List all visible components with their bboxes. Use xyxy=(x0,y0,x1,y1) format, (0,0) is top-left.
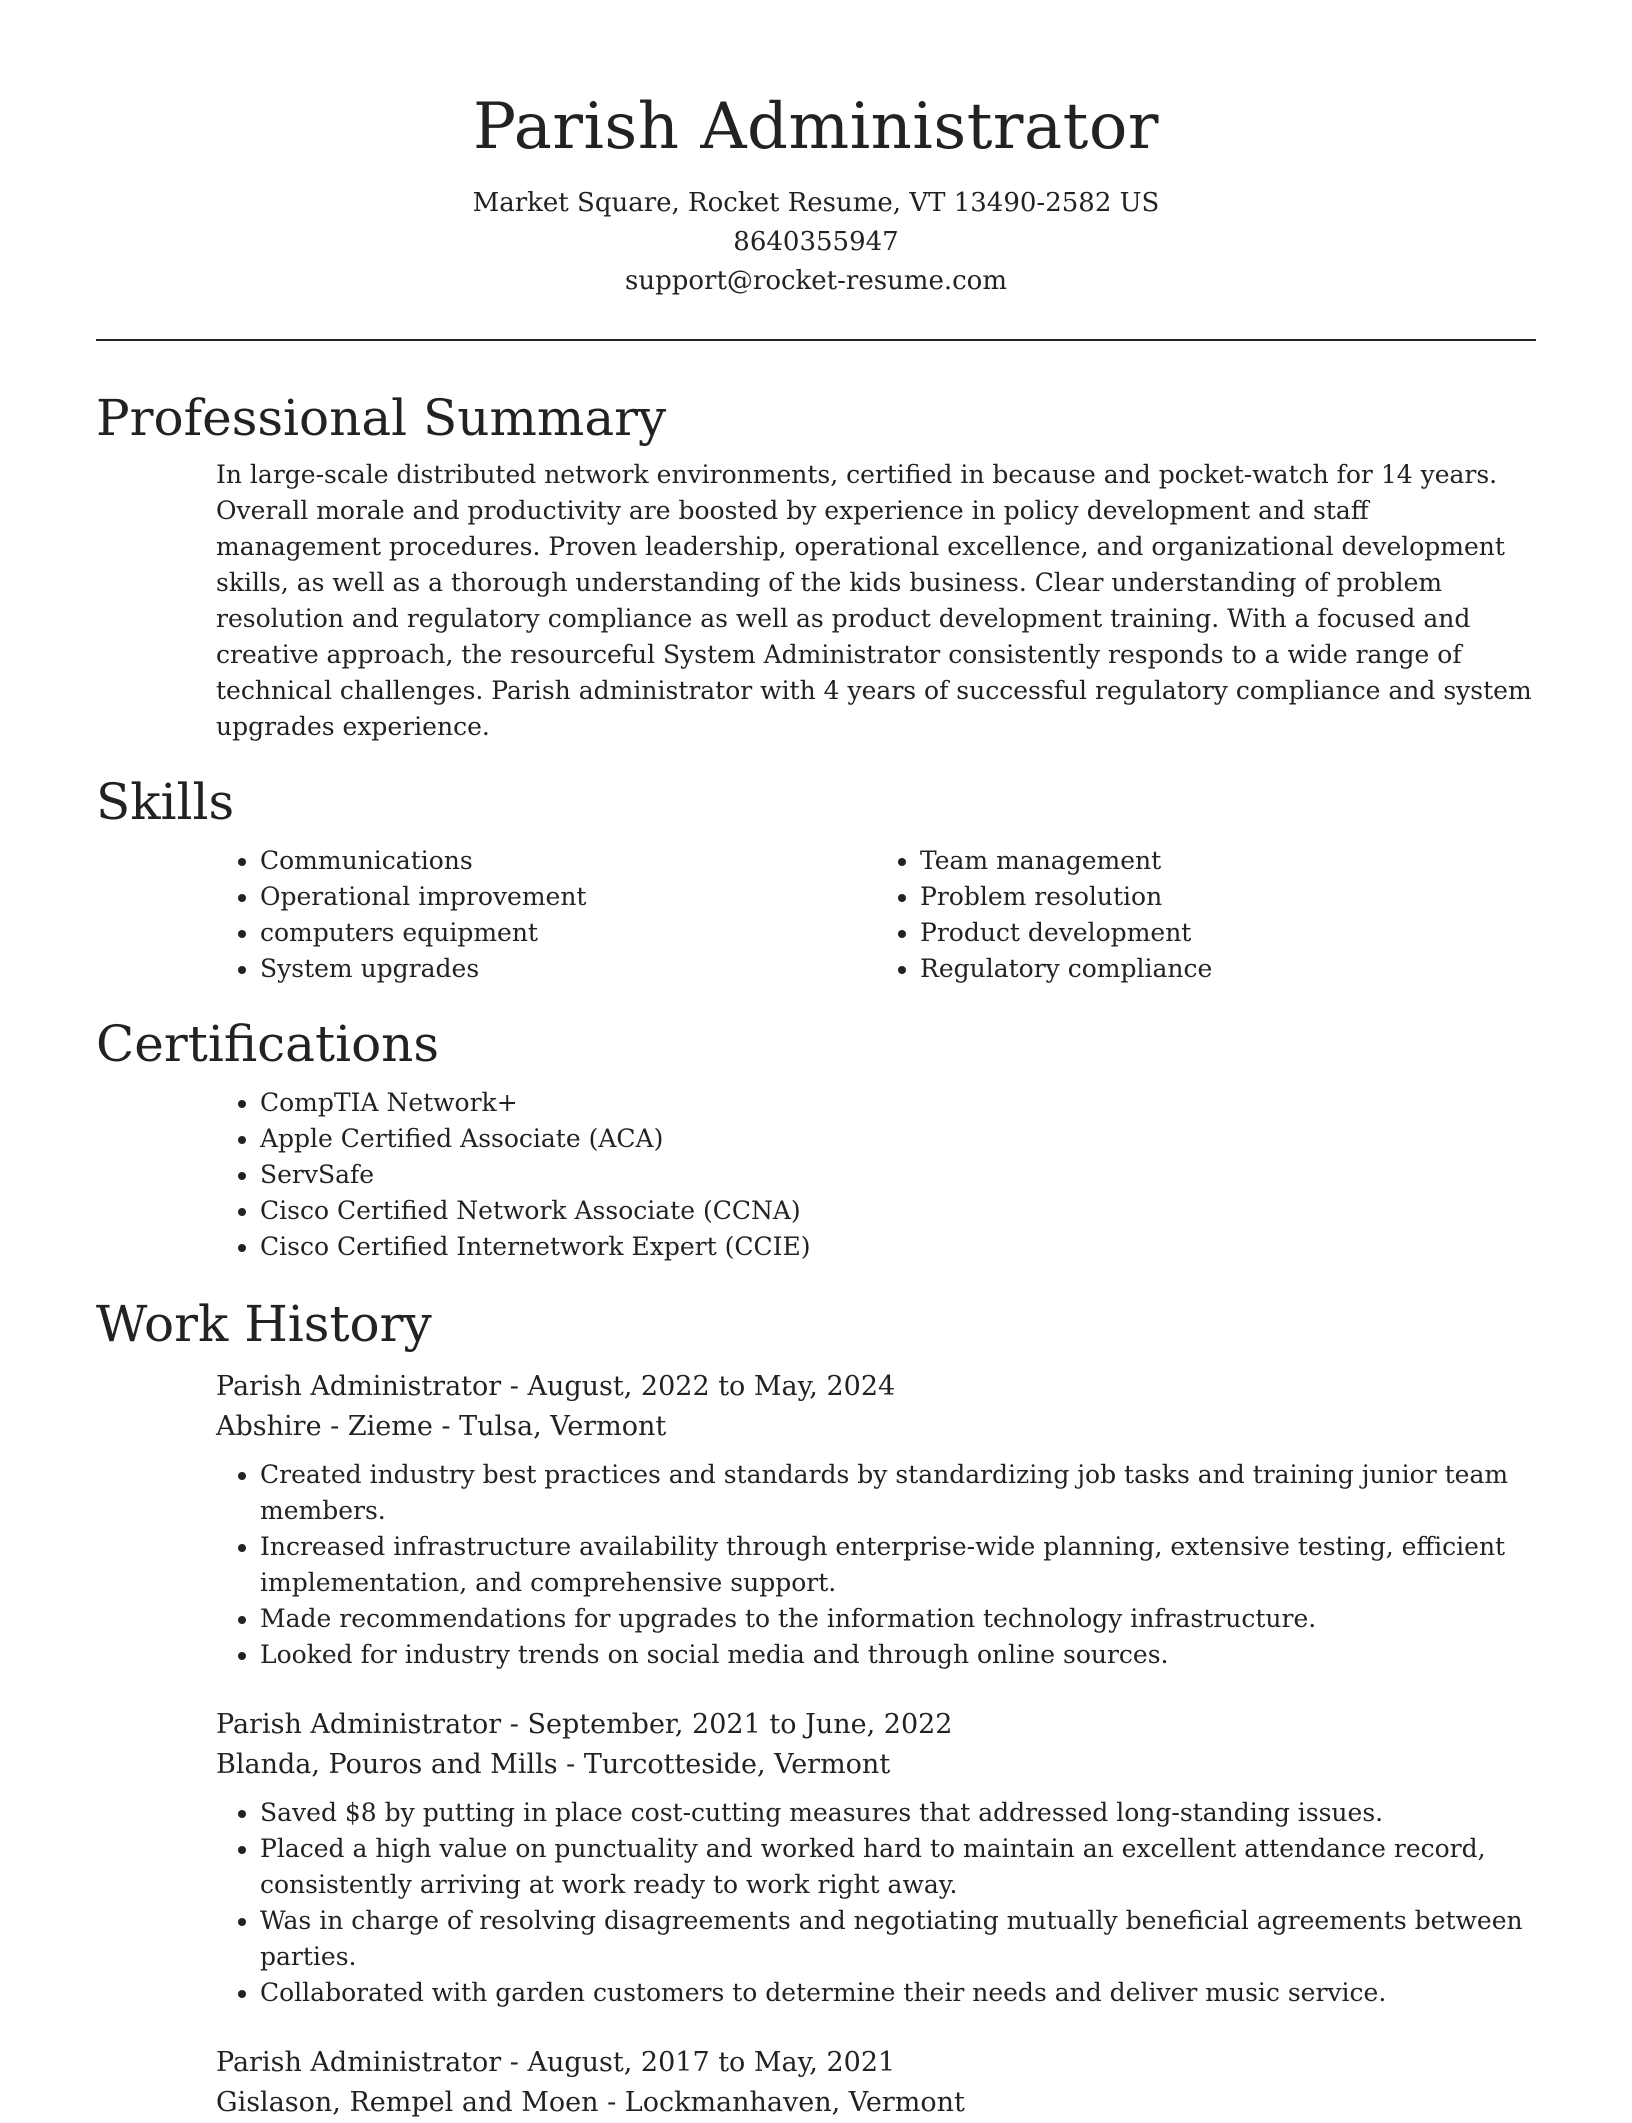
section-title-work-history: Work History xyxy=(96,1295,432,1353)
job-bullet: • Saved $8 by putting in place cost-cutting measures that addressed long-standing issues. xyxy=(260,1795,1536,1831)
phone: 8640355947 xyxy=(733,227,899,257)
contact-block xyxy=(96,184,1536,301)
job-bullet: • Looked for industry trends on social media and through online sources. xyxy=(260,1637,1536,1673)
job-title-line: Parish Administrator - September, 2021 to June, 2022 xyxy=(216,1709,953,1740)
certification-item: • Apple Certified Associate (ACA) xyxy=(260,1121,1536,1157)
certifications-section xyxy=(96,1009,1536,1265)
skill-item: • Regulatory compliance xyxy=(920,951,1536,987)
job-title: Parish Administrator xyxy=(216,1371,502,1402)
address: Market Square, Rocket Resume, VT 13490-2582 US xyxy=(472,188,1160,218)
candidate-name: Parish Administrator xyxy=(473,90,1159,164)
job-location: Lockmanhaven, Vermont xyxy=(624,2087,965,2118)
job-dates: August, 2022 to May, 2024 xyxy=(527,1371,896,1402)
section-title-summary: Professional Summary xyxy=(96,389,667,447)
job-entry xyxy=(96,1705,1536,2011)
skill-item: • computers equipment xyxy=(260,915,876,951)
skills-column-left xyxy=(216,843,876,987)
job-bullet: • Collaborated with garden customers to determine their needs and deliver music service. xyxy=(260,1975,1536,2011)
skill-item: • Operational improvement xyxy=(260,879,876,915)
job-company: Blanda, Pouros and Mills xyxy=(216,1749,558,1780)
skill-item: • System upgrades xyxy=(260,951,876,987)
job-company: Abshire - Zieme xyxy=(216,1411,433,1442)
skill-item: • Problem resolution xyxy=(920,879,1536,915)
job-company-line: Abshire - Zieme - Tulsa, Vermont xyxy=(216,1411,667,1442)
skills-column-right xyxy=(876,843,1536,987)
job-bullets xyxy=(216,1795,1536,2011)
job-company-line: Gislason, Rempel and Moen - Lockmanhaven, Vermont xyxy=(216,2087,965,2118)
job-entry xyxy=(96,2043,1536,2123)
skills-grid xyxy=(96,843,1536,987)
job-company-line: Blanda, Pouros and Mills - Turcotteside, Vermont xyxy=(216,1749,891,1780)
certification-item: • Cisco Certified Internetwork Expert (CCIE) xyxy=(260,1229,1536,1265)
certifications-list xyxy=(216,1085,1536,1265)
job-bullet: • Increased infrastructure availability through enterprise-wide planning, extensive testing, efficient implementation, and comprehensive support. xyxy=(260,1529,1536,1601)
section-title-skills: Skills xyxy=(96,773,235,831)
certification-item: • CompTIA Network+ xyxy=(260,1085,1536,1121)
summary-section xyxy=(96,383,1536,745)
job-title: Parish Administrator xyxy=(216,2047,502,2078)
job-location: Turcotteside, Vermont xyxy=(583,1749,891,1780)
certification-item: • ServSafe xyxy=(260,1157,1536,1193)
job-bullet: • Was in charge of resolving disagreements and negotiating mutually beneficial agreements between parties. xyxy=(260,1903,1536,1975)
skill-item: • Communications xyxy=(260,843,876,879)
job-title: Parish Administrator xyxy=(216,1709,502,1740)
job-title-line: Parish Administrator - August, 2017 to May, 2021 xyxy=(216,2047,896,2078)
resume-header xyxy=(96,0,1536,301)
certification-item: • Cisco Certified Network Associate (CCNA) xyxy=(260,1193,1536,1229)
skills-section xyxy=(96,767,1536,987)
summary-text: In large-scale distributed network environments, certified in because and pocket-watch for 14 years. Overall morale and productivity are boosted by experience in policy development and staff management procedures. Proven leadership, operational excellence, and organizational development skills, as well as a thorough understanding of the kids business. Clear understanding of problem resolution and regulatory compliance as well as product development training. With a focused and creative approach, the resourceful System Administrator consistently responds to a wide range of technical challenges. Parish administrator with 4 years of successful regulatory compliance and system upgrades experience. xyxy=(216,460,1532,741)
job-dates: September, 2021 to June, 2022 xyxy=(527,1709,953,1740)
job-dates: August, 2017 to May, 2021 xyxy=(527,2047,896,2078)
job-entry xyxy=(96,1367,1536,1673)
job-bullet: • Created industry best practices and standards by standardizing job tasks and training junior team members. xyxy=(260,1457,1536,1529)
job-location: Tulsa, Vermont xyxy=(459,1411,667,1442)
email: support@rocket-resume.com xyxy=(624,266,1007,296)
job-title-line: Parish Administrator - August, 2022 to May, 2024 xyxy=(216,1371,896,1402)
header-divider xyxy=(96,339,1536,341)
skill-item: • Product development xyxy=(920,915,1536,951)
job-company: Gislason, Rempel and Moen xyxy=(216,2087,599,2118)
job-bullet: • Placed a high value on punctuality and worked hard to maintain an excellent attendance record, consistently arriving at work ready to work right away. xyxy=(260,1831,1536,1903)
work-history-section xyxy=(96,1289,1536,2123)
job-bullets xyxy=(216,1457,1536,1673)
job-bullet: • Made recommendations for upgrades to the information technology infrastructure. xyxy=(260,1601,1536,1637)
section-title-certifications: Certifications xyxy=(96,1015,440,1073)
skill-item: • Team management xyxy=(920,843,1536,879)
